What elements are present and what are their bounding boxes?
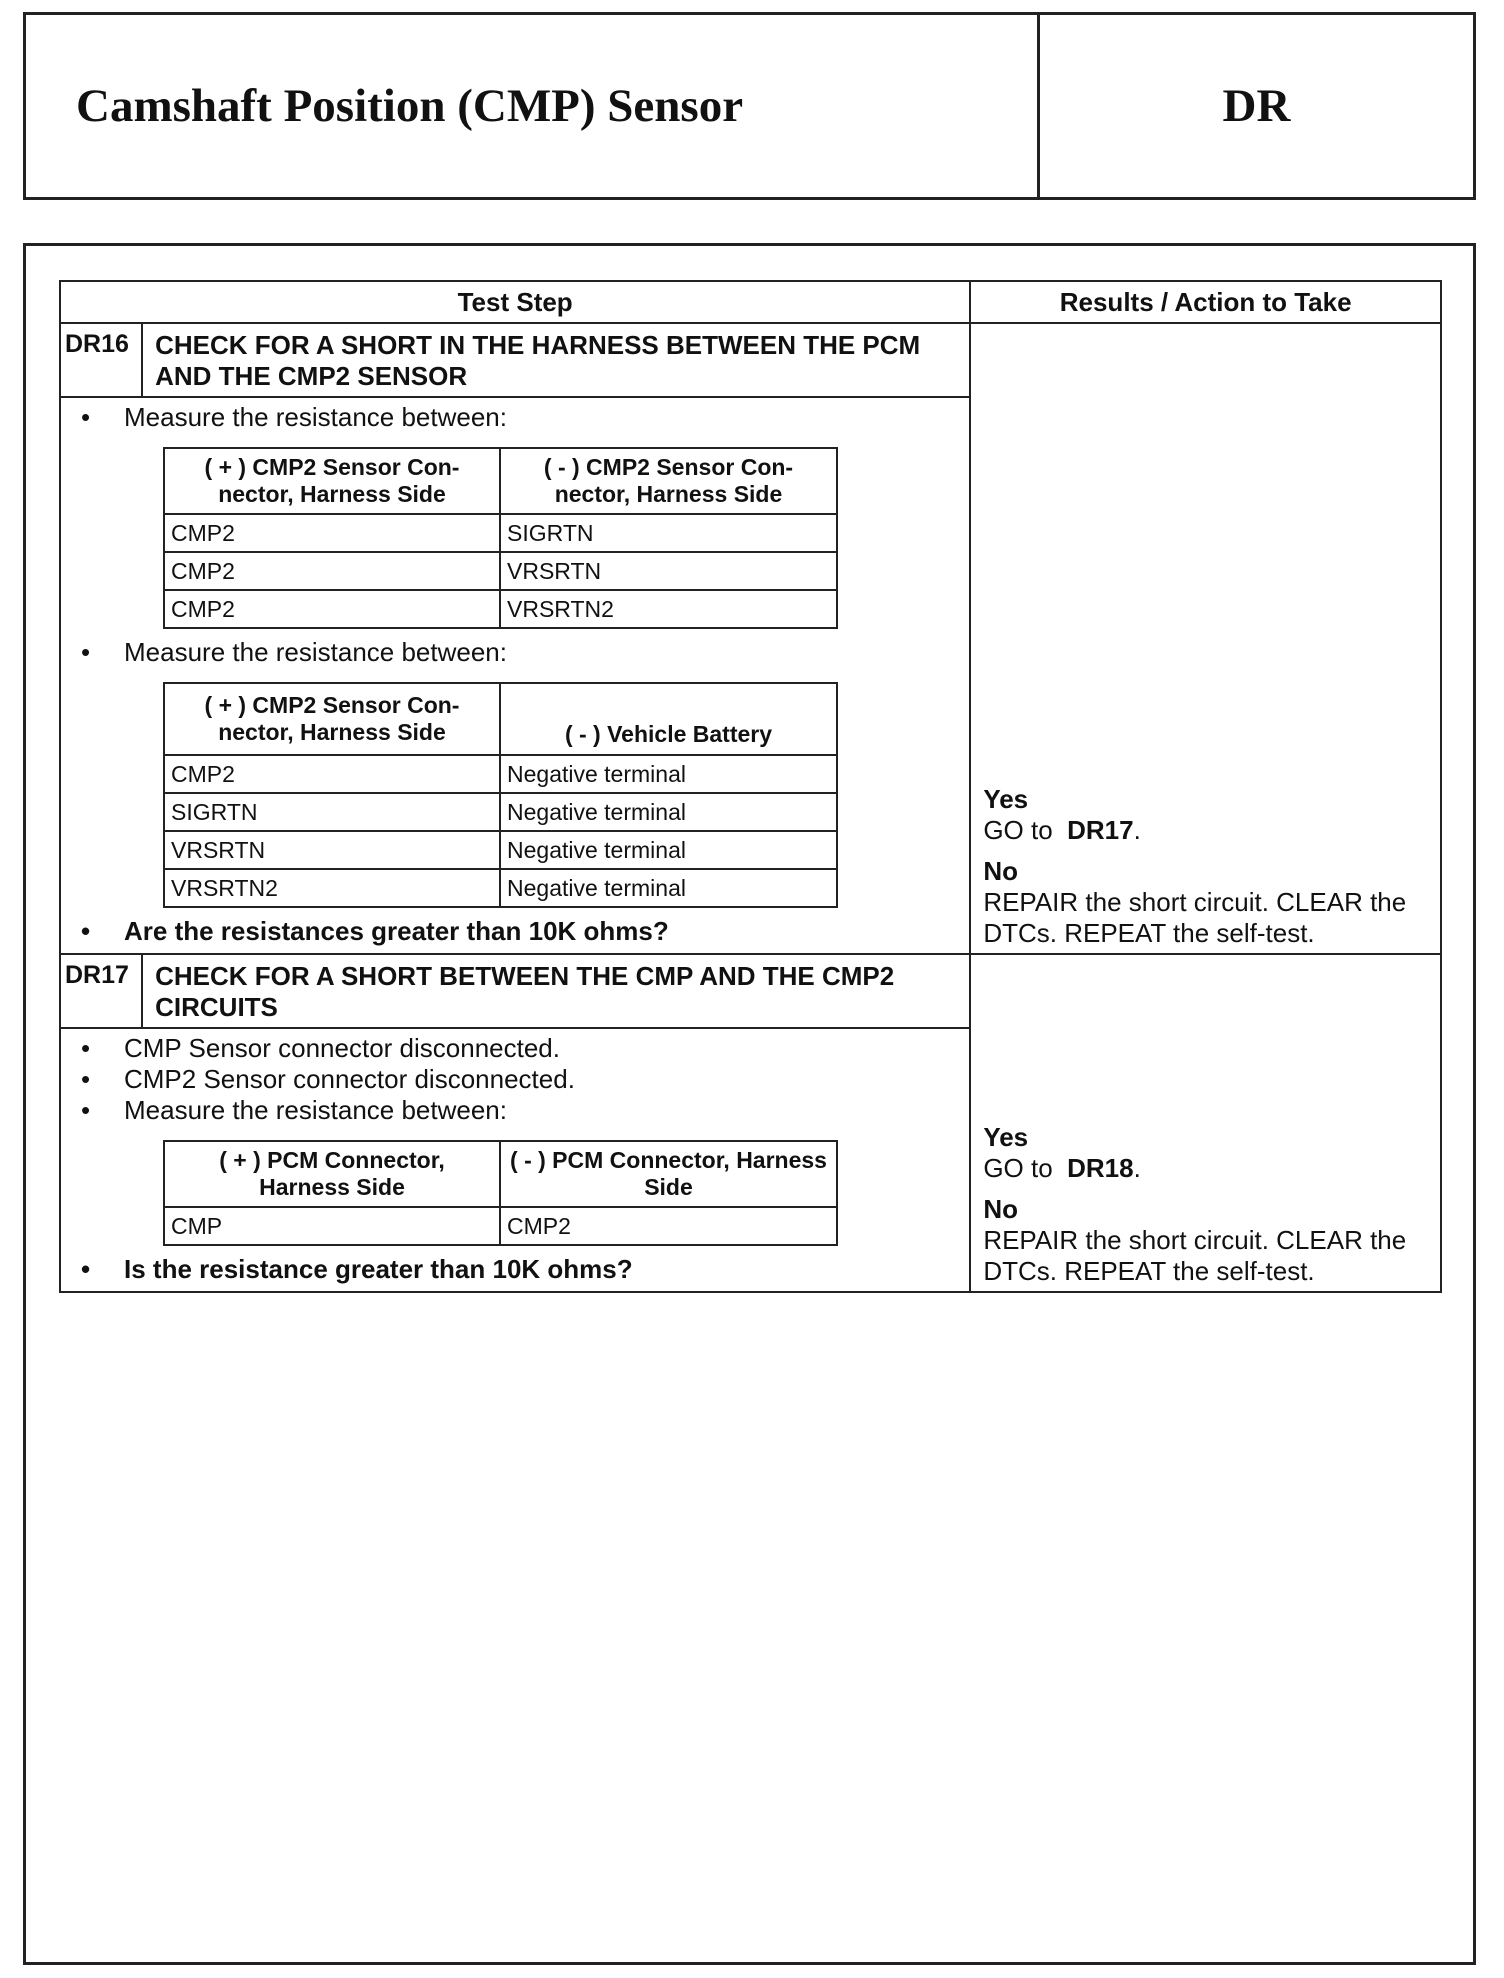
result-dr16 xyxy=(970,323,1441,954)
table-row xyxy=(164,1207,837,1245)
table-header: ( - ) Vehicle Battery xyxy=(500,683,837,755)
table-cell: VRSRTN xyxy=(164,831,500,869)
table-row xyxy=(164,590,837,628)
table-cell: Negative terminal xyxy=(500,869,837,907)
bullet-text: CMP Sensor connector disconnected. xyxy=(124,1033,560,1063)
no-action-dr16: REPAIR the short circuit. CLEAR the DTCs. REPEAT the self-test. xyxy=(983,887,1407,948)
table-cell: CMP xyxy=(164,1207,500,1245)
table-header: ( + ) PCM Connector, Harness Side xyxy=(164,1141,500,1207)
table-cell: CMP2 xyxy=(500,1207,837,1245)
section-code: DR xyxy=(1222,80,1291,132)
yes-label-dr17: Yes xyxy=(983,1122,1029,1152)
table-cell: Negative terminal xyxy=(500,793,837,831)
step-title-dr16: CHECK FOR A SHORT IN THE HARNESS BETWEEN THE PCM AND THE CMP2 SENSOR xyxy=(142,323,970,397)
table-cell: VRSRTN2 xyxy=(500,590,837,628)
results-header: Results / Action to Take xyxy=(970,281,1441,323)
step-id-dr17: DR17 xyxy=(60,954,142,1028)
go-to-text: GO to xyxy=(983,815,1053,845)
bullet-item: • Measure the resistance between: xyxy=(81,1095,507,1125)
table-cell: SIGRTN xyxy=(164,793,500,831)
step-id-dr16: DR16 xyxy=(60,323,142,397)
table-row xyxy=(164,514,837,552)
table-row xyxy=(164,793,837,831)
resistance-table-3 xyxy=(163,1140,838,1246)
table-header: ( + ) CMP2 Sensor Con- nector, Harness Side xyxy=(164,448,500,514)
table-cell: Negative terminal xyxy=(500,755,837,793)
bullet-item: • Measure the resistance between: xyxy=(81,402,507,432)
question-text: Are the resistances greater than 10K ohms? xyxy=(124,916,669,946)
page-header xyxy=(23,12,1476,200)
test-step-table xyxy=(59,280,1442,1293)
table-cell: CMP2 xyxy=(164,552,500,590)
table-cell: CMP2 xyxy=(164,590,500,628)
table-cell: CMP2 xyxy=(164,755,500,793)
table-header: ( - ) PCM Connector, Harness Side xyxy=(500,1141,837,1207)
content-frame xyxy=(23,243,1476,1965)
step-title-dr17: CHECK FOR A SHORT BETWEEN THE CMP AND THE CMP2 CIRCUITS xyxy=(142,954,970,1028)
table-header: ( - ) CMP2 Sensor Con- nector, Harness Side xyxy=(500,448,837,514)
bullet-item: • Measure the resistance between: xyxy=(81,637,507,667)
go-to-target-dr17: DR17 xyxy=(1067,815,1134,845)
table-cell: VRSRTN2 xyxy=(164,869,500,907)
step-body-dr16 xyxy=(60,397,970,954)
table-row xyxy=(164,831,837,869)
test-step-header: Test Step xyxy=(60,281,970,323)
bullet-text: Measure the resistance between: xyxy=(124,402,507,432)
go-to-target-dr18: DR18 xyxy=(1067,1153,1134,1183)
table-row xyxy=(164,755,837,793)
result-dr17 xyxy=(970,954,1441,1292)
bullet-text: Measure the resistance between: xyxy=(124,1095,507,1125)
table-cell: VRSRTN xyxy=(500,552,837,590)
table-row xyxy=(164,552,837,590)
question-dr17: • Is the resistance greater than 10K ohms? xyxy=(81,1254,633,1284)
no-label-dr16: No xyxy=(983,856,1018,886)
yes-action-dr16: GO to DR17. xyxy=(983,815,1141,845)
table-cell: CMP2 xyxy=(164,514,500,552)
no-label-dr17: No xyxy=(983,1194,1018,1224)
bullet-text: Measure the resistance between: xyxy=(124,637,507,667)
bullet-item: • CMP2 Sensor connector disconnected. xyxy=(81,1064,575,1094)
yes-action-dr17: GO to DR18. xyxy=(983,1153,1141,1183)
table-cell: SIGRTN xyxy=(500,514,837,552)
table-row xyxy=(164,869,837,907)
page-title: Camshaft Position (CMP) Sensor xyxy=(26,15,1040,197)
bullet-item: • CMP Sensor connector disconnected. xyxy=(81,1033,560,1063)
table-header: ( + ) CMP2 Sensor Con- nector, Harness Side xyxy=(164,683,500,755)
question-text: Is the resistance greater than 10K ohms? xyxy=(124,1254,633,1284)
resistance-table-2 xyxy=(163,682,838,908)
resistance-table-1 xyxy=(163,447,838,629)
table-cell: Negative terminal xyxy=(500,831,837,869)
question-dr16: • Are the resistances greater than 10K ohms? xyxy=(81,916,669,946)
step-body-dr17 xyxy=(60,1028,970,1292)
go-to-text: GO to xyxy=(983,1153,1053,1183)
bullet-text: CMP2 Sensor connector disconnected. xyxy=(124,1064,575,1094)
no-action-dr17: REPAIR the short circuit. CLEAR the DTCs. REPEAT the self-test. xyxy=(983,1225,1407,1286)
yes-label-dr16: Yes xyxy=(983,784,1029,814)
